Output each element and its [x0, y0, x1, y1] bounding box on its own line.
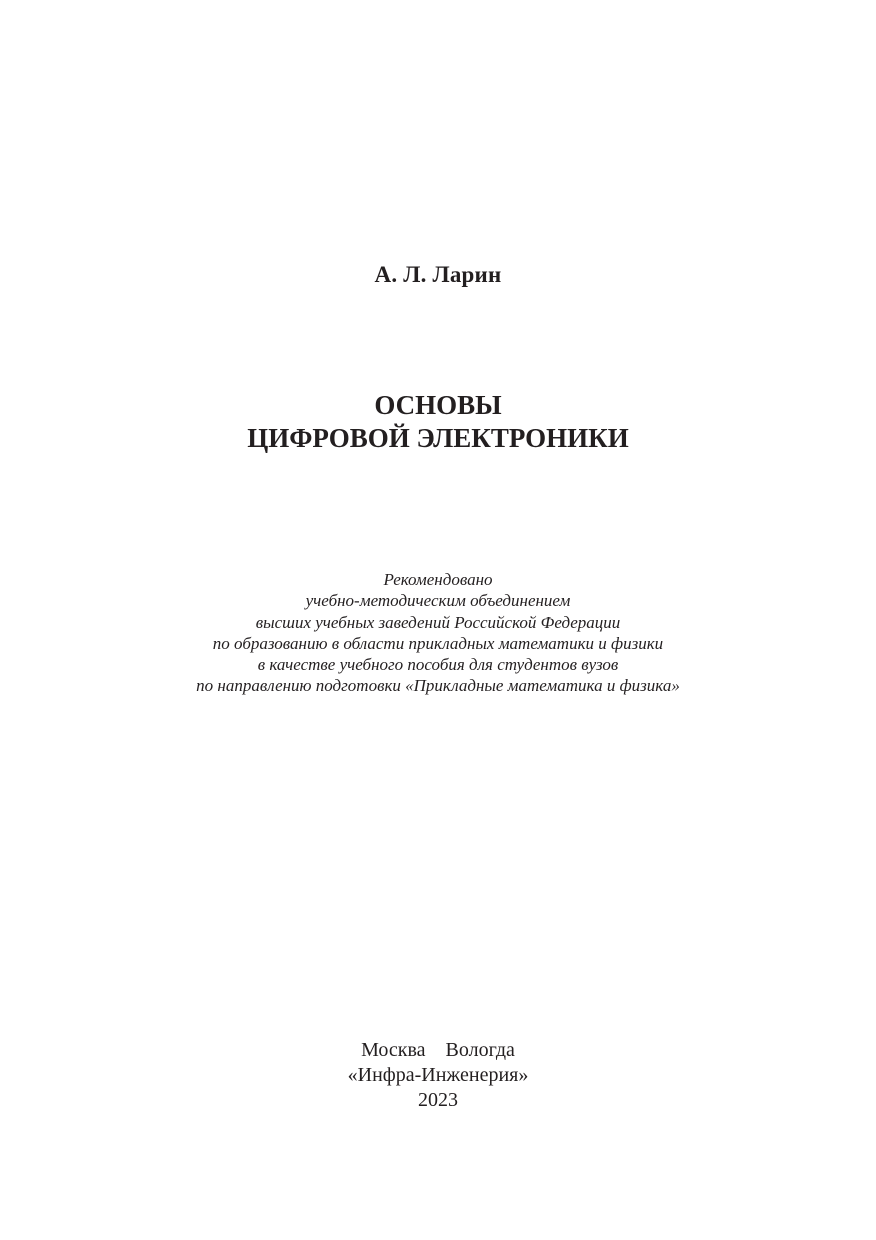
publisher-name: «Инфра-Инженерия» — [347, 1064, 529, 1086]
recommendation-line: в качестве учебного пособия для студентов вузов — [257, 655, 619, 675]
book-title — [0, 389, 876, 455]
book-author: А. Л. Ларин — [374, 262, 502, 287]
book-title-line-2: ЦИФРОВОЙ ЭЛЕКТРОНИКИ — [247, 423, 629, 453]
recommendation-line: Рекомендовано — [383, 570, 493, 589]
recommendation-statement — [0, 569, 876, 697]
recommendation-line: по образованию в области прикладных математики и физики — [212, 633, 664, 653]
book-title-line-1: ОСНОВЫ — [374, 390, 502, 420]
recommendation-line: по направлению подготовки «Прикладные математика и физика» — [196, 676, 680, 696]
imprint — [0, 1038, 876, 1113]
recommendation-line: учебно-методическим объединением — [305, 591, 571, 611]
publication-cities: Москва Вологда — [361, 1039, 515, 1061]
publication-year: 2023 — [418, 1089, 458, 1111]
recommendation-line: высших учебных заведений Российской Федерации — [255, 612, 621, 632]
